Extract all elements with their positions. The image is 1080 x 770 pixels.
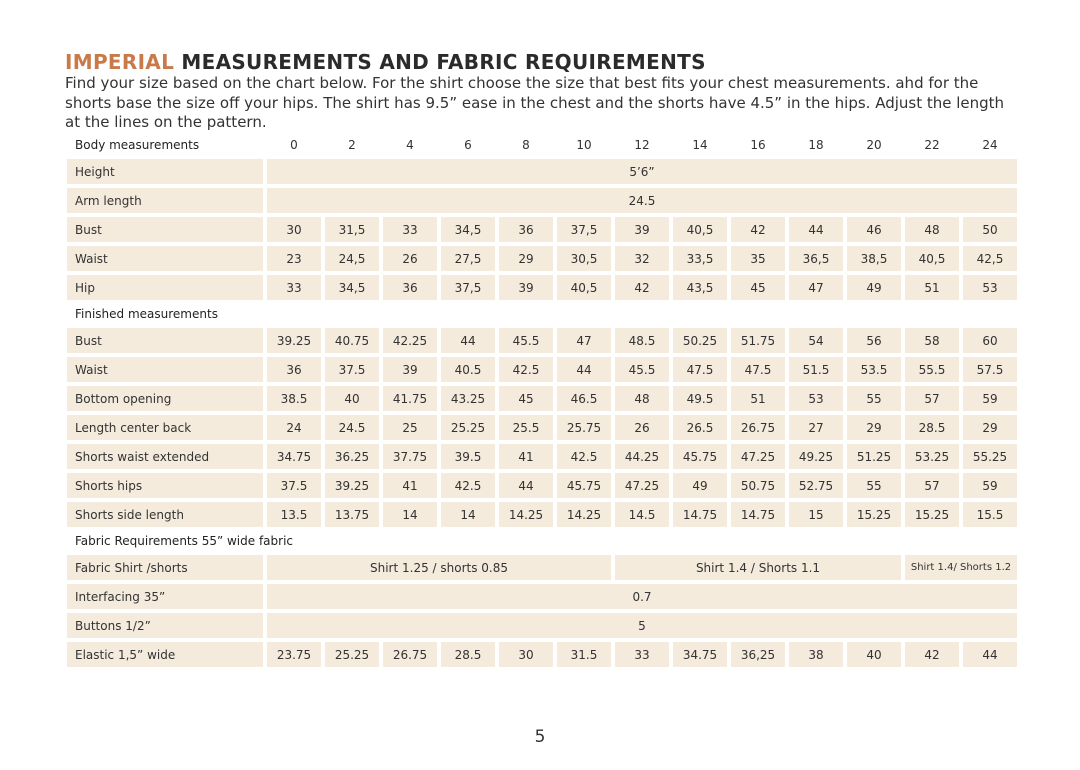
size-header-cell: 22 (924, 138, 940, 152)
value-cell: 47.5 (673, 357, 727, 382)
value-cell: 51.75 (731, 328, 785, 353)
value-cell: 43,5 (673, 275, 727, 300)
value-cell: 42.5 (441, 473, 495, 498)
size-header-cell: 4 (406, 138, 414, 152)
value-cell: 14.5 (615, 502, 669, 527)
value-cell: 47.5 (731, 357, 785, 382)
value-cell: 15 (789, 502, 843, 527)
value-cell: 15.25 (905, 502, 959, 527)
value-cell: 40 (847, 642, 901, 667)
body-waist-row (67, 246, 1017, 271)
value-cell: 40,5 (557, 275, 611, 300)
value-cell: 30 (267, 217, 321, 242)
value-cell: 34,5 (441, 217, 495, 242)
value-cell: 25 (383, 415, 437, 440)
size-header-cell: 20 (866, 138, 882, 152)
value-cell: 25.25 (325, 642, 379, 667)
value-cell: 40.75 (325, 328, 379, 353)
size-header-cell: 14 (692, 138, 708, 152)
row-label: Arm length (67, 188, 263, 213)
value-cell: 41 (383, 473, 437, 498)
row-label: Shorts side length (67, 502, 263, 527)
value-cell: 47.25 (731, 444, 785, 469)
value-cell: 44 (789, 217, 843, 242)
value-cell: 51.25 (847, 444, 901, 469)
body-hip-row (67, 275, 1017, 300)
value-cell: 57 (905, 473, 959, 498)
size-header-cell: 16 (750, 138, 766, 152)
value-cell: 28.5 (905, 415, 959, 440)
value-cell: 30 (499, 642, 553, 667)
size-header-cell: 10 (576, 138, 592, 152)
fabric-section-row (67, 531, 1017, 551)
value-cell: 27 (789, 415, 843, 440)
value-cell: 45.5 (615, 357, 669, 382)
value-cell: 37.75 (383, 444, 437, 469)
value-cell: 33 (267, 275, 321, 300)
value-cell: 25.25 (441, 415, 495, 440)
value-cell: 36,25 (731, 642, 785, 667)
size-header-cell: 8 (522, 138, 530, 152)
value-cell: 14.25 (499, 502, 553, 527)
value-cell: 46 (847, 217, 901, 242)
value-cell: 34.75 (267, 444, 321, 469)
value-cell: 46.5 (557, 386, 611, 411)
size-header-cell: 2 (348, 138, 356, 152)
value-cell: 39.5 (441, 444, 495, 469)
value-cell: 55 (847, 473, 901, 498)
size-header-cell: 24 (982, 138, 998, 152)
value-cell: 45.75 (673, 444, 727, 469)
size-header-cell: 12 (634, 138, 650, 152)
value-cell: 42 (905, 642, 959, 667)
value-cell: 53 (789, 386, 843, 411)
value-cell: 54 (789, 328, 843, 353)
value-cell: 47.25 (615, 473, 669, 498)
row-label: Bust (67, 328, 263, 353)
fabric-requirements-heading: Fabric Requirements 55” wide fabric (75, 534, 294, 548)
value-cell: 40,5 (673, 217, 727, 242)
value-cell: 49 (847, 275, 901, 300)
height-value: 5’6” (267, 159, 1017, 184)
value-cell: 41.75 (383, 386, 437, 411)
elastic-row (67, 642, 1017, 667)
intro-paragraph: Find your size based on the chart below. For the shirt choose the size that best fits your chest measurements. ahd for the shorts base the size off your hips. The shirt has 9.5” ease in the chest and the shorts have 4.5” in the hips. Adjust the length at the lines on the pattern. (65, 74, 1005, 131)
value-cell: 14.75 (731, 502, 785, 527)
height-row (67, 159, 1017, 184)
fabric-shirt-shorts-row (67, 555, 1017, 580)
value-cell: 13.5 (267, 502, 321, 527)
value-cell: 26.5 (673, 415, 727, 440)
value-cell: 23.75 (267, 642, 321, 667)
value-cell: 50.75 (731, 473, 785, 498)
value-cell: 23 (267, 246, 321, 271)
value-cell: 44 (557, 357, 611, 382)
value-cell: 24.5 (325, 415, 379, 440)
value-cell: 37,5 (441, 275, 495, 300)
value-cell: 26.75 (383, 642, 437, 667)
row-label: Length center back (67, 415, 263, 440)
value-cell: 39.25 (267, 328, 321, 353)
value-cell: 59 (963, 473, 1017, 498)
value-cell: 36 (267, 357, 321, 382)
value-cell: 37.5 (267, 473, 321, 498)
value-cell: 33 (383, 217, 437, 242)
row-label: Hip (67, 275, 263, 300)
shorts-hips-row (67, 473, 1017, 498)
value-cell: 44 (963, 642, 1017, 667)
value-cell: 15.5 (963, 502, 1017, 527)
value-cell: 42.5 (499, 357, 553, 382)
row-label: Height (67, 159, 263, 184)
value-cell: 29 (963, 415, 1017, 440)
page-number: 5 (534, 727, 546, 747)
value-cell: 27,5 (441, 246, 495, 271)
value-cell: 41 (499, 444, 553, 469)
value-cell: 32 (615, 246, 669, 271)
value-cell: 43.25 (441, 386, 495, 411)
length-center-back-row (67, 415, 1017, 440)
size-header-cell: 0 (290, 138, 298, 152)
value-cell: 55.5 (905, 357, 959, 382)
value-cell: 38,5 (847, 246, 901, 271)
value-cell: 39 (499, 275, 553, 300)
value-cell: 53.25 (905, 444, 959, 469)
value-cell: 28.5 (441, 642, 495, 667)
value-cell: 31.5 (557, 642, 611, 667)
value-cell: 36 (499, 217, 553, 242)
row-label: Bust (67, 217, 263, 242)
value-cell: 24 (267, 415, 321, 440)
interfacing-value: 0.7 (267, 584, 1017, 609)
value-cell: 29 (499, 246, 553, 271)
value-cell: 42,5 (963, 246, 1017, 271)
fabric-group-sizes-22-24: Shirt 1.4/ Shorts 1.2 (905, 555, 1017, 580)
value-cell: 25.75 (557, 415, 611, 440)
value-cell: 42.25 (383, 328, 437, 353)
interfacing-row (67, 584, 1017, 609)
value-cell: 14 (441, 502, 495, 527)
value-cell: 55 (847, 386, 901, 411)
value-cell: 51 (731, 386, 785, 411)
row-label: Bottom opening (67, 386, 263, 411)
value-cell: 13.75 (325, 502, 379, 527)
arm-length-value: 24.5 (267, 188, 1017, 213)
value-cell: 33,5 (673, 246, 727, 271)
value-cell: 45.75 (557, 473, 611, 498)
value-cell: 50 (963, 217, 1017, 242)
value-cell: 45.5 (499, 328, 553, 353)
value-cell: 42 (615, 275, 669, 300)
value-cell: 29 (847, 415, 901, 440)
value-cell: 26.75 (731, 415, 785, 440)
value-cell: 53.5 (847, 357, 901, 382)
value-cell: 42.5 (557, 444, 611, 469)
row-label: Waist (67, 246, 263, 271)
buttons-row (67, 613, 1017, 638)
value-cell: 38 (789, 642, 843, 667)
value-cell: 60 (963, 328, 1017, 353)
value-cell: 26 (383, 246, 437, 271)
value-cell: 34,5 (325, 275, 379, 300)
value-cell: 24,5 (325, 246, 379, 271)
value-cell: 48 (905, 217, 959, 242)
value-cell: 14.25 (557, 502, 611, 527)
value-cell: 57 (905, 386, 959, 411)
title-rest: MEASUREMENTS AND FABRIC REQUIREMENTS (181, 50, 706, 74)
value-cell: 50.25 (673, 328, 727, 353)
finished-section-row (67, 304, 1017, 324)
title-accent: IMPERIAL (65, 50, 175, 74)
row-label: Elastic 1,5” wide (67, 642, 263, 667)
finished-waist-row (67, 357, 1017, 382)
fabric-group-sizes-0-10: Shirt 1.25 / shorts 0.85 (267, 555, 611, 580)
value-cell: 52.75 (789, 473, 843, 498)
value-cell: 40 (325, 386, 379, 411)
value-cell: 42 (731, 217, 785, 242)
shorts-waist-extended-row (67, 444, 1017, 469)
value-cell: 14 (383, 502, 437, 527)
value-cell: 44 (441, 328, 495, 353)
value-cell: 48.5 (615, 328, 669, 353)
row-label: Waist (67, 357, 263, 382)
value-cell: 49.5 (673, 386, 727, 411)
row-label: Shorts hips (67, 473, 263, 498)
value-cell: 37.5 (325, 357, 379, 382)
fabric-group-sizes-12-20: Shirt 1.4 / Shorts 1.1 (615, 555, 901, 580)
value-cell: 56 (847, 328, 901, 353)
value-cell: 45 (499, 386, 553, 411)
value-cell: 57.5 (963, 357, 1017, 382)
value-cell: 53 (963, 275, 1017, 300)
bottom-opening-row (67, 386, 1017, 411)
value-cell: 37,5 (557, 217, 611, 242)
value-cell: 15.25 (847, 502, 901, 527)
value-cell: 58 (905, 328, 959, 353)
row-label: Fabric Shirt /shorts (67, 555, 263, 580)
value-cell: 49.25 (789, 444, 843, 469)
value-cell: 44.25 (615, 444, 669, 469)
value-cell: 36,5 (789, 246, 843, 271)
value-cell: 47 (557, 328, 611, 353)
value-cell: 34.75 (673, 642, 727, 667)
size-header-row (67, 135, 1017, 155)
body-bust-row (67, 217, 1017, 242)
value-cell: 40.5 (441, 357, 495, 382)
arm-length-row (67, 188, 1017, 213)
value-cell: 39.25 (325, 473, 379, 498)
value-cell: 48 (615, 386, 669, 411)
finished-measurements-heading: Finished measurements (75, 307, 218, 321)
value-cell: 39 (383, 357, 437, 382)
value-cell: 33 (615, 642, 669, 667)
value-cell: 47 (789, 275, 843, 300)
value-cell: 31,5 (325, 217, 379, 242)
size-header-cell: 6 (464, 138, 472, 152)
value-cell: 36 (383, 275, 437, 300)
value-cell: 49 (673, 473, 727, 498)
value-cell: 55.25 (963, 444, 1017, 469)
value-cell: 36.25 (325, 444, 379, 469)
finished-bust-row (67, 328, 1017, 353)
value-cell: 51 (905, 275, 959, 300)
value-cell: 59 (963, 386, 1017, 411)
value-cell: 14.75 (673, 502, 727, 527)
value-cell: 26 (615, 415, 669, 440)
measurement-chart (63, 131, 1021, 671)
body-measurements-heading: Body measurements (75, 138, 200, 152)
value-cell: 38.5 (267, 386, 321, 411)
row-label: Buttons 1/2” (67, 613, 263, 638)
buttons-value: 5 (267, 613, 1017, 638)
value-cell: 44 (499, 473, 553, 498)
page-title (65, 50, 706, 74)
value-cell: 39 (615, 217, 669, 242)
value-cell: 40,5 (905, 246, 959, 271)
shorts-side-length-row (67, 502, 1017, 527)
row-label: Shorts waist extended (67, 444, 263, 469)
value-cell: 30,5 (557, 246, 611, 271)
value-cell: 35 (731, 246, 785, 271)
size-header-cell: 18 (808, 138, 824, 152)
value-cell: 45 (731, 275, 785, 300)
row-label: Interfacing 35” (67, 584, 263, 609)
value-cell: 51.5 (789, 357, 843, 382)
value-cell: 25.5 (499, 415, 553, 440)
